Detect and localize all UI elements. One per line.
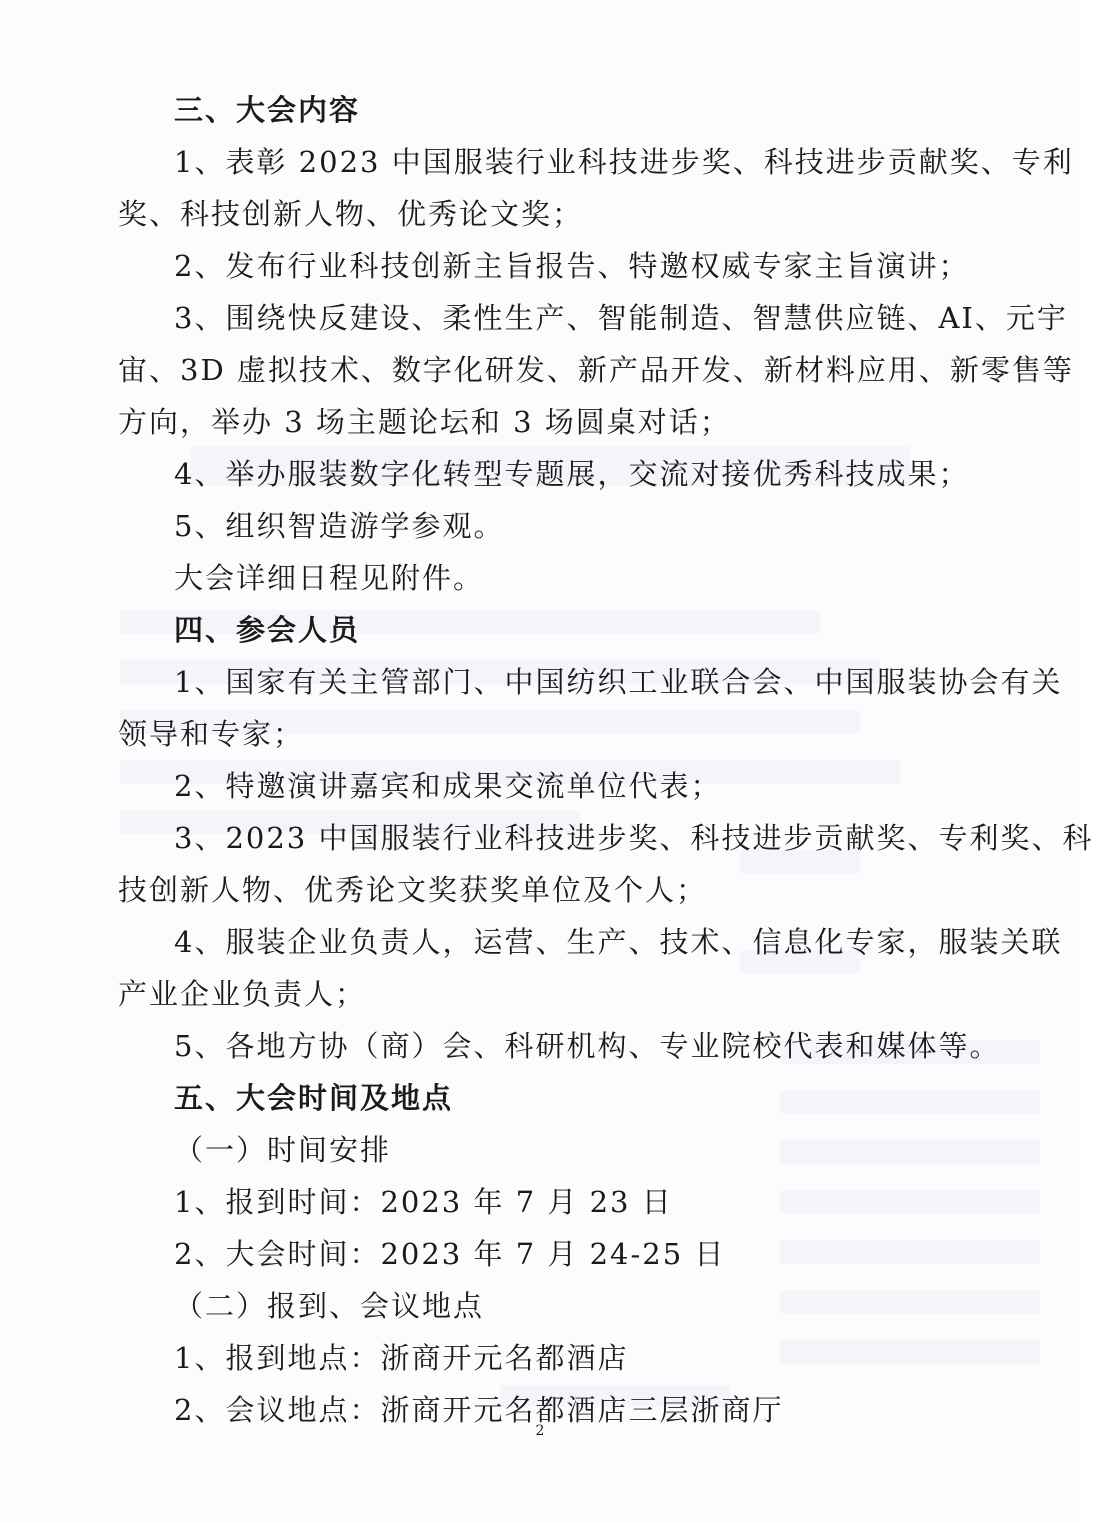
paragraph-line: 1、表彰 2023 中国服装行业科技进步奖、科技进步贡献奖、专利	[174, 145, 1074, 179]
subsection-heading: （一）时间安排	[174, 1133, 392, 1167]
paragraph-line: 5、各地方协（商）会、科研机构、专业院校代表和媒体等。	[174, 1029, 1001, 1063]
paragraph-line: 产业企业负责人；	[118, 977, 367, 1011]
paragraph-line: 3、2023 中国服装行业科技进步奖、科技进步贡献奖、专利奖、科	[174, 821, 1093, 855]
section-heading-content: 三、大会内容	[174, 93, 361, 127]
paragraph-line: 大会详细日程见附件。	[174, 561, 485, 595]
paragraph-line: 3、围绕快反建设、柔性生产、智能制造、智慧供应链、AI、元宇	[174, 301, 1068, 335]
paragraph-line: 4、举办服装数字化转型专题展，交流对接优秀科技成果；	[174, 457, 970, 491]
paragraph-line: 领导和专家；	[118, 717, 305, 751]
paragraph-line: 2、会议地点：浙商开元名都酒店三层浙商厅	[174, 1393, 784, 1427]
paragraph-line: 1、报到地点：浙商开元名都酒店	[174, 1341, 629, 1375]
paragraph-line: 1、报到时间：2023 年 7 月 23 日	[174, 1185, 673, 1219]
paragraph-line: 宙、3D 虚拟技术、数字化研发、新产品开发、新材料应用、新零售等	[118, 353, 1074, 387]
paragraph-line: 2、发布行业科技创新主旨报告、特邀权威专家主旨演讲；	[174, 249, 970, 283]
section-heading-time-location: 五、大会时间及地点	[174, 1081, 454, 1115]
paragraph-line: 2、特邀演讲嘉宾和成果交流单位代表；	[174, 769, 722, 803]
paragraph-line: 技创新人物、优秀论文奖获奖单位及个人；	[118, 873, 708, 907]
page-number: 2	[535, 1423, 545, 1439]
paragraph-line: 2、大会时间：2023 年 7 月 24-25 日	[174, 1237, 726, 1271]
paragraph-line: 方向，举办 3 场主题论坛和 3 场圆桌对话；	[118, 405, 731, 439]
subsection-heading: （二）报到、会议地点	[174, 1289, 485, 1323]
paragraph-line: 5、组织智造游学参观。	[174, 509, 505, 543]
document-body	[118, 84, 1093, 1436]
paragraph-line: 4、服装企业负责人，运营、生产、技术、信息化专家，服装关联	[174, 925, 1063, 959]
section-heading-attendees: 四、参会人员	[174, 613, 361, 647]
paragraph-line: 奖、科技创新人物、优秀论文奖；	[118, 197, 584, 231]
paragraph-line: 1、国家有关主管部门、中国纺织工业联合会、中国服装协会有关	[174, 665, 1063, 699]
